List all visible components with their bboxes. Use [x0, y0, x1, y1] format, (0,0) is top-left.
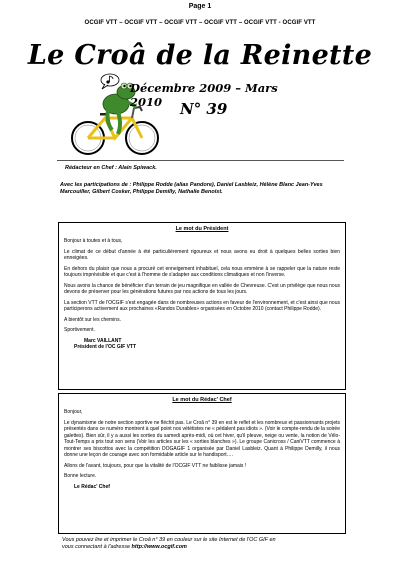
newsletter-title: Le Croâ de la Reinette	[27, 40, 373, 71]
president-paragraph: Bonjour à toutes et à tous,	[64, 238, 123, 245]
president-signature-name: Marc VAILLANT	[84, 337, 122, 344]
club-banner: OCGIF VTT – OCGIF VTT – OCGIF VTT – OCGIF VTT – OCGIF VTT - OCGIF VTT	[84, 20, 316, 26]
redac-paragraph: Bonjour,	[64, 409, 83, 416]
page-number: Page 1	[188, 3, 212, 10]
president-paragraph: Sportivement.	[64, 327, 95, 334]
president-paragraph: La section VTT de l'OCGIF s'est engagée dans de nombreuses actions en faveur de l'environnement, et c'est ainsi que nous participerons activement aux prochaines «Randos Durables» organisées en Octobre 2010 (contact Philippe Rodde).	[64, 299, 340, 313]
contributors-line: Avec les participations de : Philippe Rodde (alias Pandore), Daniel Lasbleiz, Hélène Blanc Jean-Yves Marcouiller, Gilbert Cosker, Philippe Demilly, Nathalie Benoist.	[60, 182, 323, 196]
footer-line-1: Vous pouvez lire et imprimer le Croâ n° 39 en couleur sur le site Internet de l'OC GIF en	[62, 537, 276, 543]
redac-paragraph: Allons de l'avant, toujours, pour que la vitalité de l'OCGIF VTT ne faiblisse jamais !	[64, 462, 247, 469]
president-signature-title: Président de l'OC GIF VTT	[74, 344, 137, 351]
president-heading: Le mot du Président	[175, 226, 229, 232]
redac-chef-message-box	[58, 393, 346, 534]
editor-line: Rédacteur en Chef : Alain Spiwack.	[65, 165, 157, 171]
issue-dates: Décembre 2009 – Mars 2010	[130, 81, 278, 109]
president-paragraph: En dehors du plaisir que nous a procuré cet enneigement inhabituel, cela nous emmène à se rappeler que la nature reste toujours imprévisible et que c'est à l'homme de s'adapter aux conditions climatiques et non l'inverse.	[64, 265, 340, 279]
president-paragraph: Nous avons la chance de bénéficier d'un terrain de jeu magnifique en vallée de Chevreuse. C'est un privilège que nous nous devons de préserver pour les générations futures par nos actions de tous les jours.	[64, 282, 340, 296]
footer-line-2: vous connectant à l'adresse	[62, 544, 132, 551]
redac-heading: Le mot du Rédac' Chef	[172, 397, 232, 403]
issue-number: N° 39	[180, 100, 228, 118]
music-note-bubble-icon	[101, 74, 119, 89]
website-link[interactable]: http://www.ocgif.com	[131, 544, 187, 551]
president-message-box	[58, 222, 346, 390]
redac-paragraph: Le dynamisme de notre section sportive ne fléchit pas. Le Croâ n° 39 en est le reflet et les nombreux et passionnants projets présentés dans ce numéro montrent à quel point nos vététistes ne « pédalent pas idiots ». (Voir le compte-rendu de la soirée galettes). Bien sûr, il y a aussi les sorties du samedi après-midi, où cet hiver, qu'il pleuve, neige ou vente, la notion de Vélo-Tout-Temps a pris tout son sens (Voir les articles sur les « sorties blanches »). Le groupe Canicross / CaniVTT commence à montrer ses biscottos avec la compétition DOGAGIF 1 organisée par Daniel Lasbleiz. Quant à Philippe Demilly, il nous donne une leçon de courage avec son formidable article sur le handisport….	[64, 419, 340, 459]
footer-note	[62, 537, 352, 552]
header-divider	[57, 160, 344, 161]
redac-signature: Le Rédac' Chef	[74, 483, 110, 490]
president-paragraph: A bientôt sur les chemins.	[64, 316, 121, 323]
redac-paragraph: Bonne lecture.	[64, 473, 97, 480]
president-paragraph: Le climat de ce début d'année à été particulièrement rigoureux et nous avons eu droit à quelques belles sorties bien enneigées.	[64, 248, 340, 262]
